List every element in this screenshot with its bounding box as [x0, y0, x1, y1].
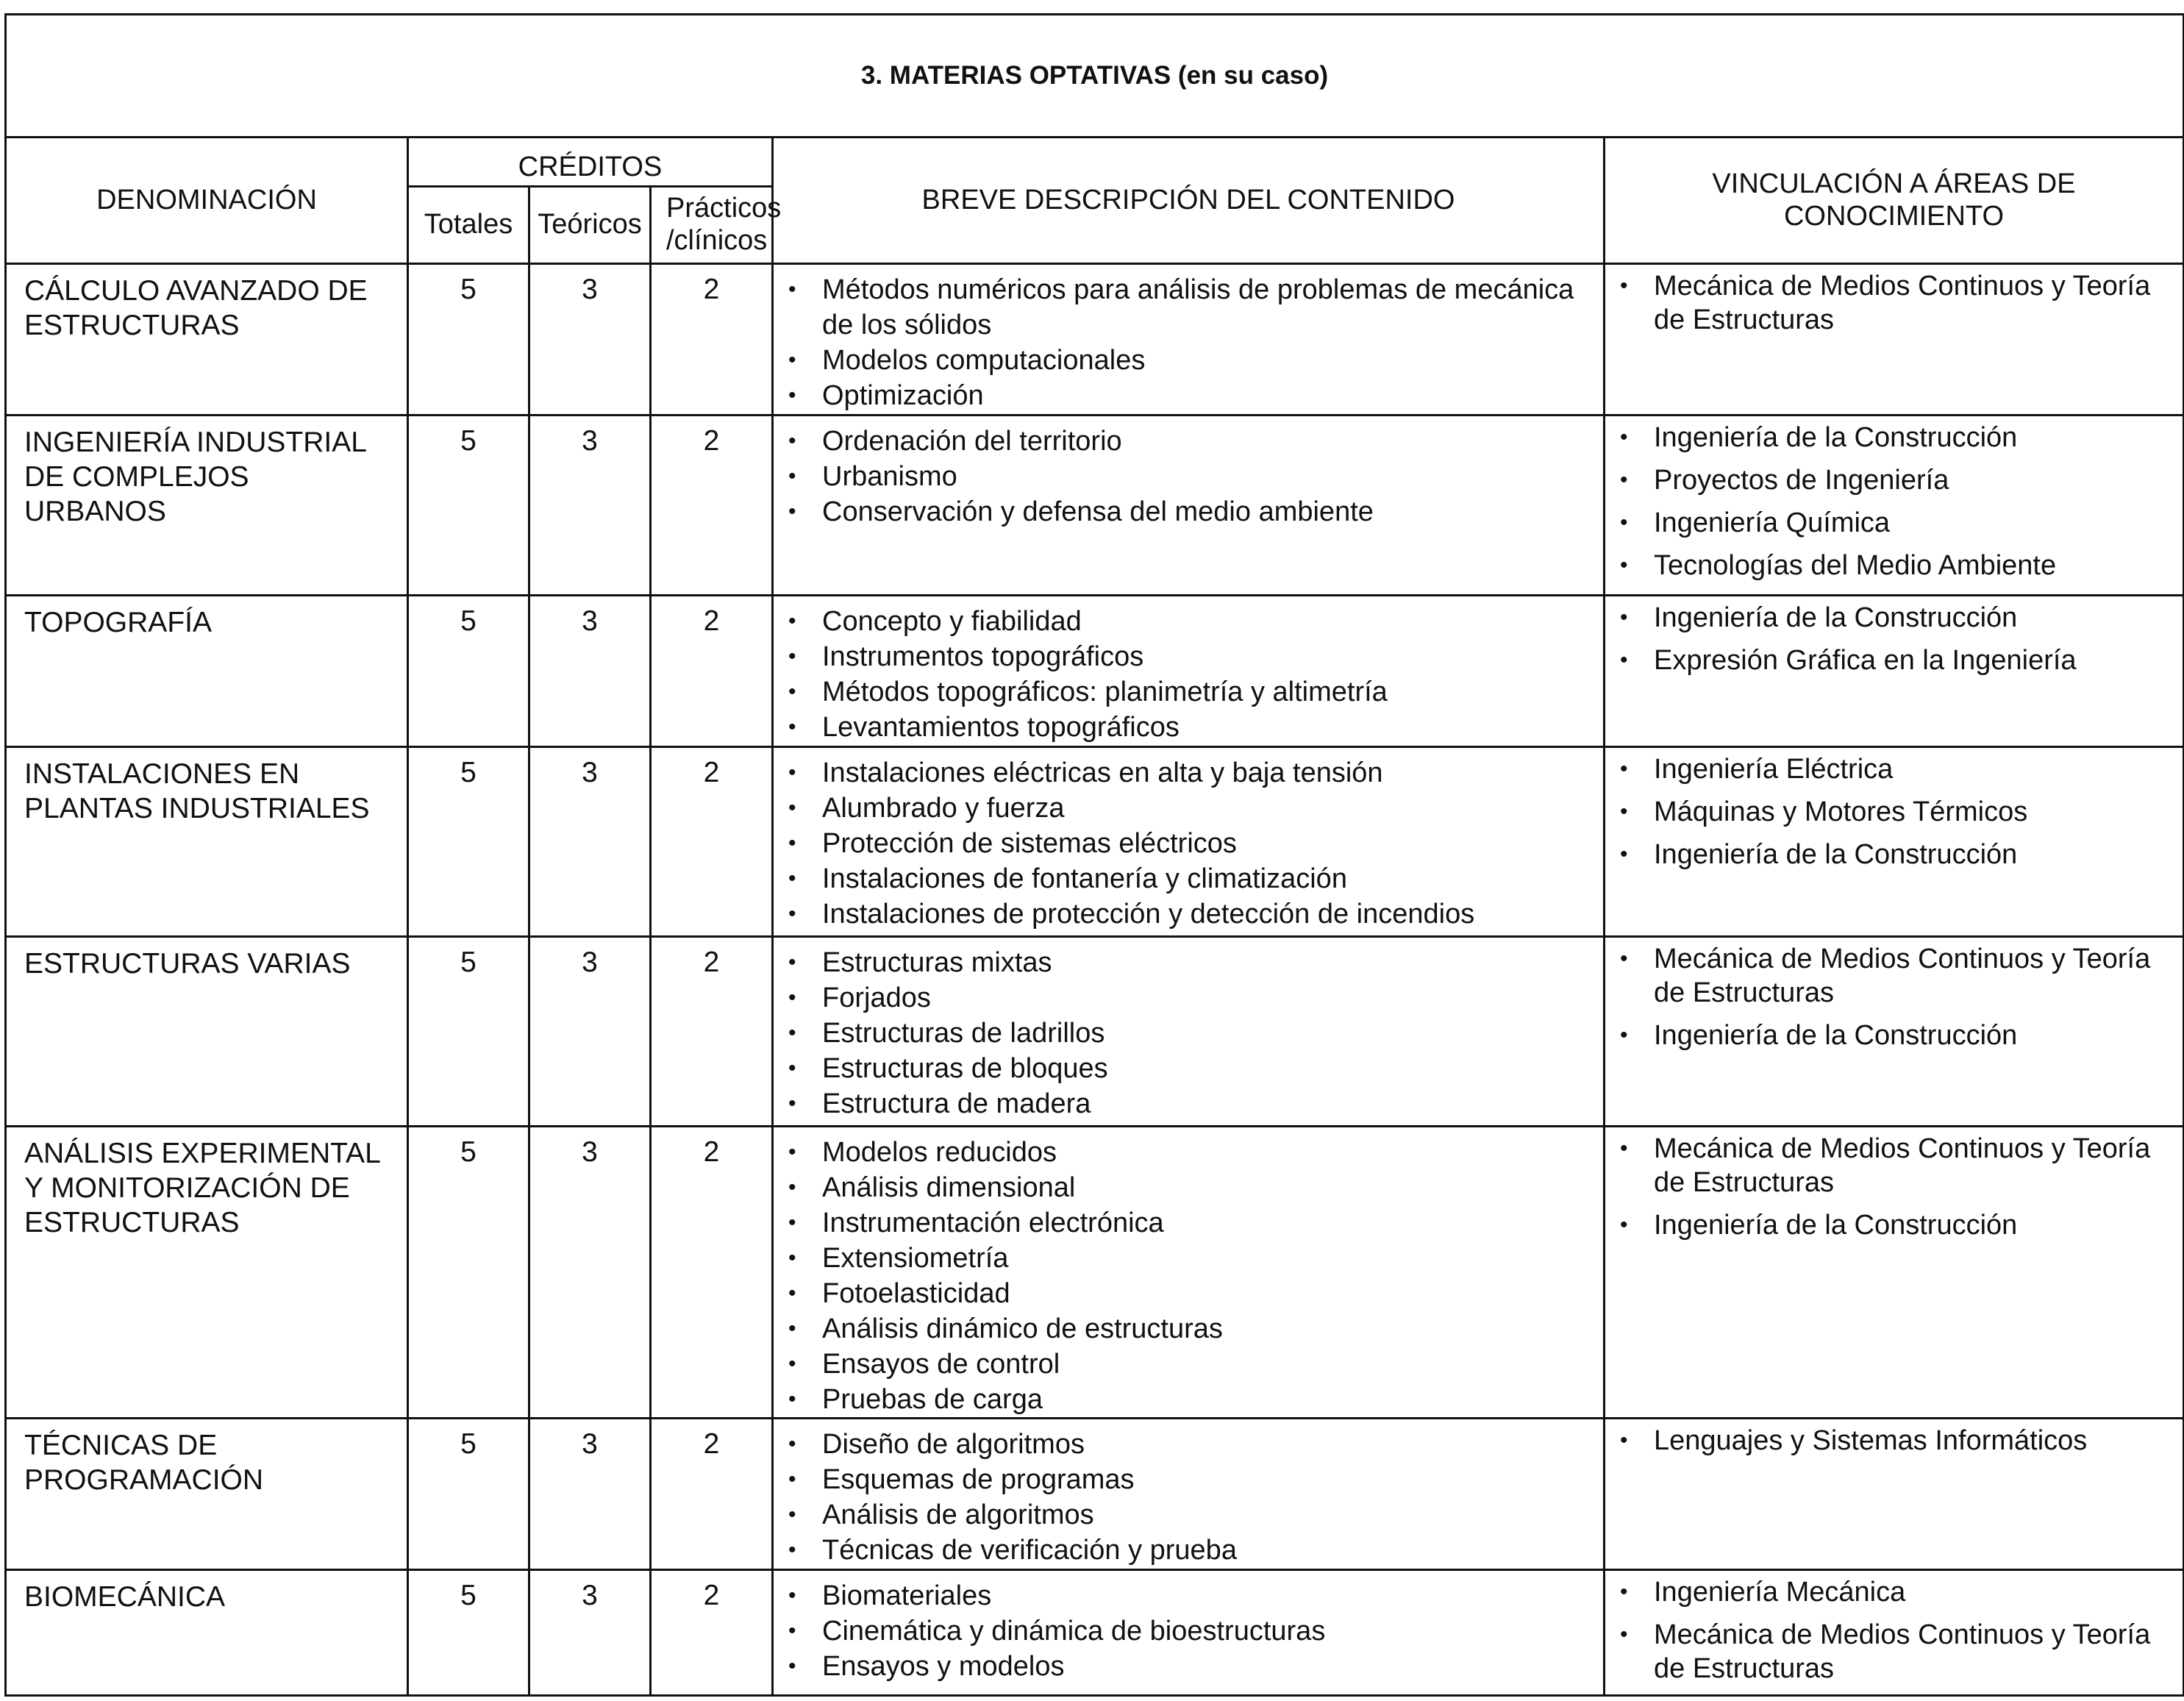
subject-name: INGENIERÍA INDUSTRIAL DE COMPLEJOS URBANOS — [6, 416, 408, 596]
knowledge-areas-cell — [1605, 1127, 2184, 1419]
area-item: • Ingeniería de la Construcción — [1613, 601, 2172, 635]
subject-name: BIOMECÁNICA — [6, 1570, 408, 1696]
area-item: • Tecnologías del Medio Ambiente — [1613, 549, 2172, 582]
table-body — [6, 264, 2184, 1696]
content-item: • Estructuras de bloques — [781, 1051, 1596, 1086]
content-item: • Urbanismo — [781, 459, 1596, 494]
table-row — [6, 937, 2184, 1127]
header-totales: Totales — [408, 187, 529, 264]
content-description-cell — [773, 1127, 1605, 1419]
subject-name: INSTALACIONES EN PLANTAS INDUSTRIALES — [6, 747, 408, 937]
table-row — [6, 1419, 2184, 1570]
content-item: • Ensayos y modelos — [781, 1649, 1596, 1684]
content-item: • Instrumentos topográficos — [781, 639, 1596, 674]
credits-totales: 5 — [408, 264, 529, 416]
knowledge-areas-cell — [1605, 937, 2184, 1127]
subject-name: CÁLCULO AVANZADO DE ESTRUCTURAS — [6, 264, 408, 416]
credits-teoricos: 3 — [529, 937, 651, 1127]
area-item: • Lenguajes y Sistemas Informáticos — [1613, 1424, 2172, 1458]
credits-teoricos: 3 — [529, 264, 651, 416]
subject-name: TÉCNICAS DE PROGRAMACIÓN — [6, 1419, 408, 1570]
content-description-cell — [773, 596, 1605, 747]
areas-list — [1613, 269, 2172, 337]
content-list — [781, 1135, 1596, 1417]
content-item: • Ordenación del territorio — [781, 424, 1596, 459]
content-item: • Modelos computacionales — [781, 343, 1596, 378]
area-item: • Ingeniería de la Construcción — [1613, 421, 2172, 454]
credits-totales: 5 — [408, 416, 529, 596]
area-item: • Ingeniería de la Construcción — [1613, 838, 2172, 871]
credits-practicos: 2 — [651, 1419, 773, 1570]
content-description-cell — [773, 1570, 1605, 1696]
header-descripcion: BREVE DESCRIPCIÓN DEL CONTENIDO — [773, 138, 1605, 264]
area-item: • Máquinas y Motores Térmicos — [1613, 795, 2172, 829]
content-item: • Conservación y defensa del medio ambiente — [781, 494, 1596, 529]
credits-teoricos: 3 — [529, 1570, 651, 1696]
content-item: • Concepto y fiabilidad — [781, 604, 1596, 639]
credits-teoricos: 3 — [529, 747, 651, 937]
content-description-cell — [773, 1419, 1605, 1570]
area-item: • Proyectos de Ingeniería — [1613, 463, 2172, 497]
content-item: • Estructuras mixtas — [781, 945, 1596, 980]
area-item: • Expresión Gráfica en la Ingeniería — [1613, 643, 2172, 677]
areas-list — [1613, 421, 2172, 582]
content-item: • Esquemas de programas — [781, 1462, 1596, 1497]
content-item: • Instalaciones de protección y detección de incendios — [781, 896, 1596, 932]
header-vinculacion: VINCULACIÓN A ÁREAS DE CONOCIMIENTO — [1605, 138, 2184, 264]
content-item: • Métodos numéricos para análisis de problemas de mecánica de los sólidos — [781, 272, 1596, 343]
credits-practicos: 2 — [651, 747, 773, 937]
area-item: • Ingeniería Eléctrica — [1613, 752, 2172, 786]
credits-totales: 5 — [408, 937, 529, 1127]
areas-list — [1613, 601, 2172, 677]
credits-totales: 5 — [408, 596, 529, 747]
subject-name: ANÁLISIS EXPERIMENTAL Y MONITORIZACIÓN DE ESTRUCTURAS — [6, 1127, 408, 1419]
knowledge-areas-cell — [1605, 596, 2184, 747]
credits-practicos: 2 — [651, 937, 773, 1127]
content-item: • Estructuras de ladrillos — [781, 1016, 1596, 1051]
content-item: • Diseño de algoritmos — [781, 1427, 1596, 1462]
credits-practicos: 2 — [651, 264, 773, 416]
credits-teoricos: 3 — [529, 1419, 651, 1570]
content-description-cell — [773, 416, 1605, 596]
content-item: • Instalaciones eléctricas en alta y baja tensión — [781, 755, 1596, 791]
area-item: • Mecánica de Medios Continuos y Teoría de Estructuras — [1613, 1132, 2172, 1199]
area-item: • Mecánica de Medios Continuos y Teoría de Estructuras — [1613, 1618, 2172, 1686]
areas-list — [1613, 1575, 2172, 1686]
area-item: • Ingeniería Mecánica — [1613, 1575, 2172, 1609]
content-item: • Estructura de madera — [781, 1086, 1596, 1121]
credits-practicos: 2 — [651, 596, 773, 747]
areas-list — [1613, 1132, 2172, 1242]
table-row — [6, 1570, 2184, 1696]
knowledge-areas-cell — [1605, 1419, 2184, 1570]
content-item: • Biomateriales — [781, 1578, 1596, 1613]
header-creditos: CRÉDITOS — [408, 138, 773, 187]
content-item: • Análisis dimensional — [781, 1170, 1596, 1205]
content-item: • Optimización — [781, 378, 1596, 413]
content-item: • Cinemática y dinámica de bioestructuras — [781, 1613, 1596, 1649]
content-list — [781, 755, 1596, 932]
document-page — [4, 13, 2183, 1697]
content-list — [781, 1578, 1596, 1684]
knowledge-areas-cell — [1605, 747, 2184, 937]
credits-totales: 5 — [408, 1419, 529, 1570]
content-item: • Fotoelasticidad — [781, 1276, 1596, 1311]
subject-name: TOPOGRAFÍA — [6, 596, 408, 747]
subject-name: ESTRUCTURAS VARIAS — [6, 937, 408, 1127]
optional-subjects-table — [4, 13, 2184, 1697]
areas-list — [1613, 752, 2172, 871]
credits-practicos: 2 — [651, 416, 773, 596]
content-item: • Forjados — [781, 980, 1596, 1016]
area-item: • Ingeniería de la Construcción — [1613, 1019, 2172, 1052]
content-list — [781, 1427, 1596, 1568]
content-list — [781, 272, 1596, 413]
credits-teoricos: 3 — [529, 416, 651, 596]
content-list — [781, 604, 1596, 745]
credits-totales: 5 — [408, 747, 529, 937]
content-description-cell — [773, 937, 1605, 1127]
credits-practicos: 2 — [651, 1127, 773, 1419]
content-list — [781, 424, 1596, 529]
table-row — [6, 596, 2184, 747]
area-item: • Ingeniería Química — [1613, 506, 2172, 540]
content-description-cell — [773, 264, 1605, 416]
content-item: • Análisis dinámico de estructuras — [781, 1311, 1596, 1347]
table-row — [6, 1127, 2184, 1419]
table-title: 3. MATERIAS OPTATIVAS (en su caso) — [6, 15, 2184, 138]
content-item: • Ensayos de control — [781, 1347, 1596, 1382]
credits-totales: 5 — [408, 1570, 529, 1696]
content-description-cell — [773, 747, 1605, 937]
content-item: • Alumbrado y fuerza — [781, 791, 1596, 826]
content-item: • Protección de sistemas eléctricos — [781, 826, 1596, 861]
knowledge-areas-cell — [1605, 416, 2184, 596]
header-denominacion: DENOMINACIÓN — [6, 138, 408, 264]
credits-practicos: 2 — [651, 1570, 773, 1696]
knowledge-areas-cell — [1605, 264, 2184, 416]
table-row — [6, 747, 2184, 937]
content-list — [781, 945, 1596, 1121]
content-item: • Extensiometría — [781, 1241, 1596, 1276]
content-item: • Modelos reducidos — [781, 1135, 1596, 1170]
content-item: • Levantamientos topográficos — [781, 710, 1596, 745]
content-item: • Análisis de algoritmos — [781, 1497, 1596, 1533]
credits-teoricos: 3 — [529, 1127, 651, 1419]
area-item: • Ingeniería de la Construcción — [1613, 1208, 2172, 1242]
credits-teoricos: 3 — [529, 596, 651, 747]
header-practicos: Prácticos /clínicos — [651, 187, 773, 264]
content-item: • Instalaciones de fontanería y climatización — [781, 861, 1596, 896]
table-row — [6, 264, 2184, 416]
areas-list — [1613, 942, 2172, 1052]
area-item: • Mecánica de Medios Continuos y Teoría de Estructuras — [1613, 269, 2172, 337]
content-item: • Instrumentación electrónica — [781, 1205, 1596, 1241]
content-item: • Pruebas de carga — [781, 1382, 1596, 1417]
area-item: • Mecánica de Medios Continuos y Teoría de Estructuras — [1613, 942, 2172, 1010]
knowledge-areas-cell — [1605, 1570, 2184, 1696]
table-row — [6, 416, 2184, 596]
credits-totales: 5 — [408, 1127, 529, 1419]
areas-list — [1613, 1424, 2172, 1458]
header-teoricos: Teóricos — [529, 187, 651, 264]
content-item: • Métodos topográficos: planimetría y altimetría — [781, 674, 1596, 710]
content-item: • Técnicas de verificación y prueba — [781, 1533, 1596, 1568]
